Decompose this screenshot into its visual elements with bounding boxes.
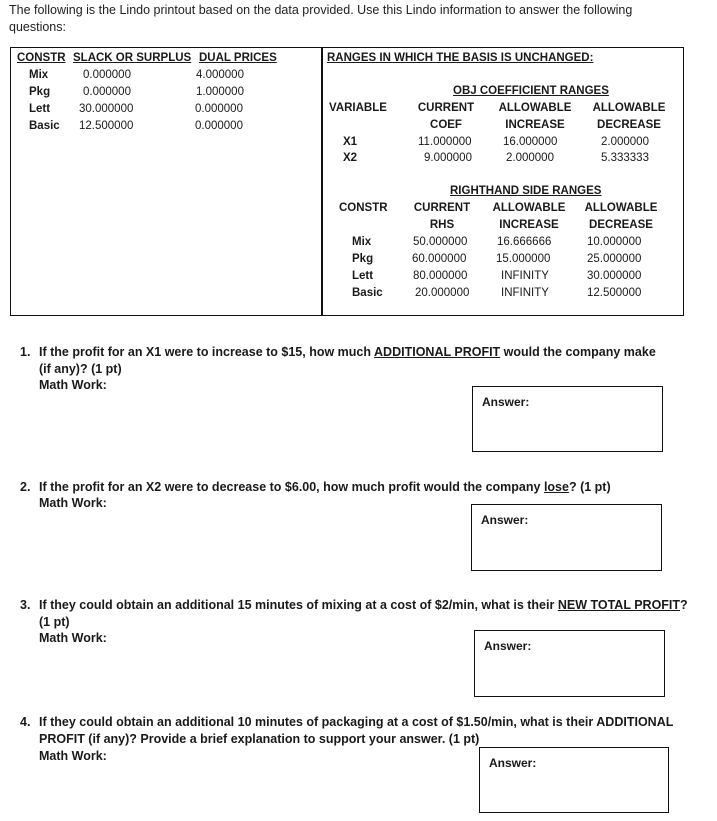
rhs-header-decrease: DECREASE: [589, 219, 653, 231]
answer-label: Answer:: [481, 513, 529, 527]
question-text: [39, 344, 664, 378]
rhs-header-constr: CONSTR: [339, 202, 388, 214]
math-work-label: Math Work:: [39, 496, 107, 510]
question-text-pre: If the profit for an X2 were to decrease to $6.00, how much profit would the company: [39, 480, 544, 494]
obj-header-coef: COEF: [430, 119, 462, 131]
answer-box-4[interactable]: [479, 747, 669, 813]
rhs-ranges-title: RIGHTHAND SIDE RANGES: [450, 185, 602, 197]
dual-value: 1.000000: [196, 86, 244, 98]
answer-label: Answer:: [482, 395, 530, 409]
col-header-slack: SLACK OR SURPLUS: [73, 52, 192, 64]
obj-var: X1: [343, 136, 358, 148]
rhs-constr: Lett: [352, 270, 374, 282]
intro-text: The following is the Lindo printout based on the data provided. Use this Lindo information to answer the following questions:: [9, 3, 633, 34]
lindo-output-table: [10, 47, 684, 316]
rhs-decrease: 12.500000: [587, 287, 642, 299]
rhs-constr: Mix: [352, 236, 372, 248]
rhs-current: 60.000000: [412, 253, 467, 265]
dual-value: 0.000000: [195, 103, 243, 115]
col-header-constr: CONSTR: [17, 52, 66, 64]
question-emphasis: lose: [543, 480, 569, 494]
slack-value: 30.000000: [79, 103, 134, 115]
math-work-label: Math Work:: [39, 749, 107, 763]
obj-var: X2: [343, 152, 358, 164]
answer-box-2[interactable]: [471, 504, 662, 571]
question-text-pre: If they could obtain an additional 15 minutes of mixing at a cost of $2/min, what is their: [39, 598, 558, 612]
rhs-header-current: CURRENT: [413, 202, 471, 214]
slack-value: 12.500000: [79, 120, 134, 132]
obj-header-allowable-dec: ALLOWABLE: [592, 102, 666, 114]
obj-increase: 16.000000: [503, 136, 558, 148]
question-number: 4.: [20, 715, 31, 729]
obj-current: 9.000000: [424, 152, 472, 164]
rhs-increase: 15.000000: [496, 253, 551, 265]
rhs-decrease: 10.000000: [587, 236, 642, 248]
rhs-decrease: 30.000000: [587, 270, 642, 282]
rhs-decrease: 25.000000: [587, 253, 642, 265]
answer-label: Answer:: [489, 756, 537, 770]
obj-header-decrease: DECREASE: [597, 119, 661, 131]
rhs-header-allowable-dec: ALLOWABLE: [584, 202, 658, 214]
rhs-current: 80.000000: [413, 270, 468, 282]
obj-increase: 2.000000: [506, 152, 554, 164]
question-text: [39, 714, 679, 748]
constr-name: Lett: [29, 103, 51, 115]
rhs-increase: 16.666666: [497, 236, 552, 248]
math-work-label: Math Work:: [39, 631, 107, 645]
obj-ranges-title: OBJ COEFFICIENT RANGES: [453, 85, 609, 97]
question-text-post: ? (1 pt): [568, 480, 611, 494]
question-emphasis: ADDITIONAL PROFIT: [374, 345, 501, 359]
obj-decrease: 2.000000: [601, 136, 649, 148]
constr-name: Basic: [29, 120, 60, 132]
ranges-title: RANGES IN WHICH THE BASIS IS UNCHANGED:: [327, 52, 594, 64]
rhs-header-rhs: RHS: [429, 219, 455, 231]
constr-name: Mix: [29, 69, 49, 81]
constr-name: Pkg: [29, 86, 51, 98]
dual-value: 0.000000: [195, 120, 243, 132]
question-text-pre: If they could obtain an additional 10 minutes of packaging at a cost of $1.50/min, what is their ADDITIONAL PROFIT (if any)? Provide a brief explanation to support your answer. (1 pt): [39, 715, 674, 746]
math-work-label: Math Work:: [39, 378, 107, 392]
answer-box-1[interactable]: [472, 386, 663, 452]
obj-decrease: 5.333333: [601, 152, 649, 164]
rhs-constr: Pkg: [352, 253, 374, 265]
question-number: 3.: [20, 598, 31, 612]
rhs-header-increase: INCREASE: [499, 219, 559, 231]
rhs-current: 50.000000: [413, 236, 468, 248]
question-emphasis: NEW TOTAL PROFIT: [557, 598, 681, 612]
dual-value: 4.000000: [196, 69, 244, 81]
question-text-pre: If the profit for an X1 were to increase to $15, how much: [39, 345, 375, 359]
question-text: [39, 479, 699, 496]
question-text: [39, 597, 689, 631]
obj-header-variable: VARIABLE: [329, 102, 387, 114]
answer-label: Answer:: [484, 639, 532, 653]
answer-box-3[interactable]: [474, 630, 665, 697]
slack-value: 0.000000: [83, 69, 131, 81]
rhs-increase: INFINITY: [501, 287, 549, 299]
rhs-constr: Basic: [352, 287, 383, 299]
rhs-header-allowable-inc: ALLOWABLE: [492, 202, 566, 214]
slack-value: 0.000000: [83, 86, 131, 98]
col-header-dual: DUAL PRICES: [199, 52, 277, 64]
question-text-post: would the company make (if any)? (1 pt): [39, 345, 656, 376]
obj-header-current: CURRENT: [417, 102, 475, 114]
rhs-current: 20.000000: [415, 287, 470, 299]
question-number: 1.: [20, 345, 31, 359]
rhs-increase: INFINITY: [501, 270, 549, 282]
obj-header-increase: INCREASE: [505, 119, 565, 131]
obj-header-allowable-inc: ALLOWABLE: [498, 102, 572, 114]
question-text-post: ? (1 pt): [39, 598, 688, 629]
question-number: 2.: [20, 480, 31, 494]
table-divider: [321, 48, 323, 315]
obj-current: 11.000000: [418, 136, 472, 148]
